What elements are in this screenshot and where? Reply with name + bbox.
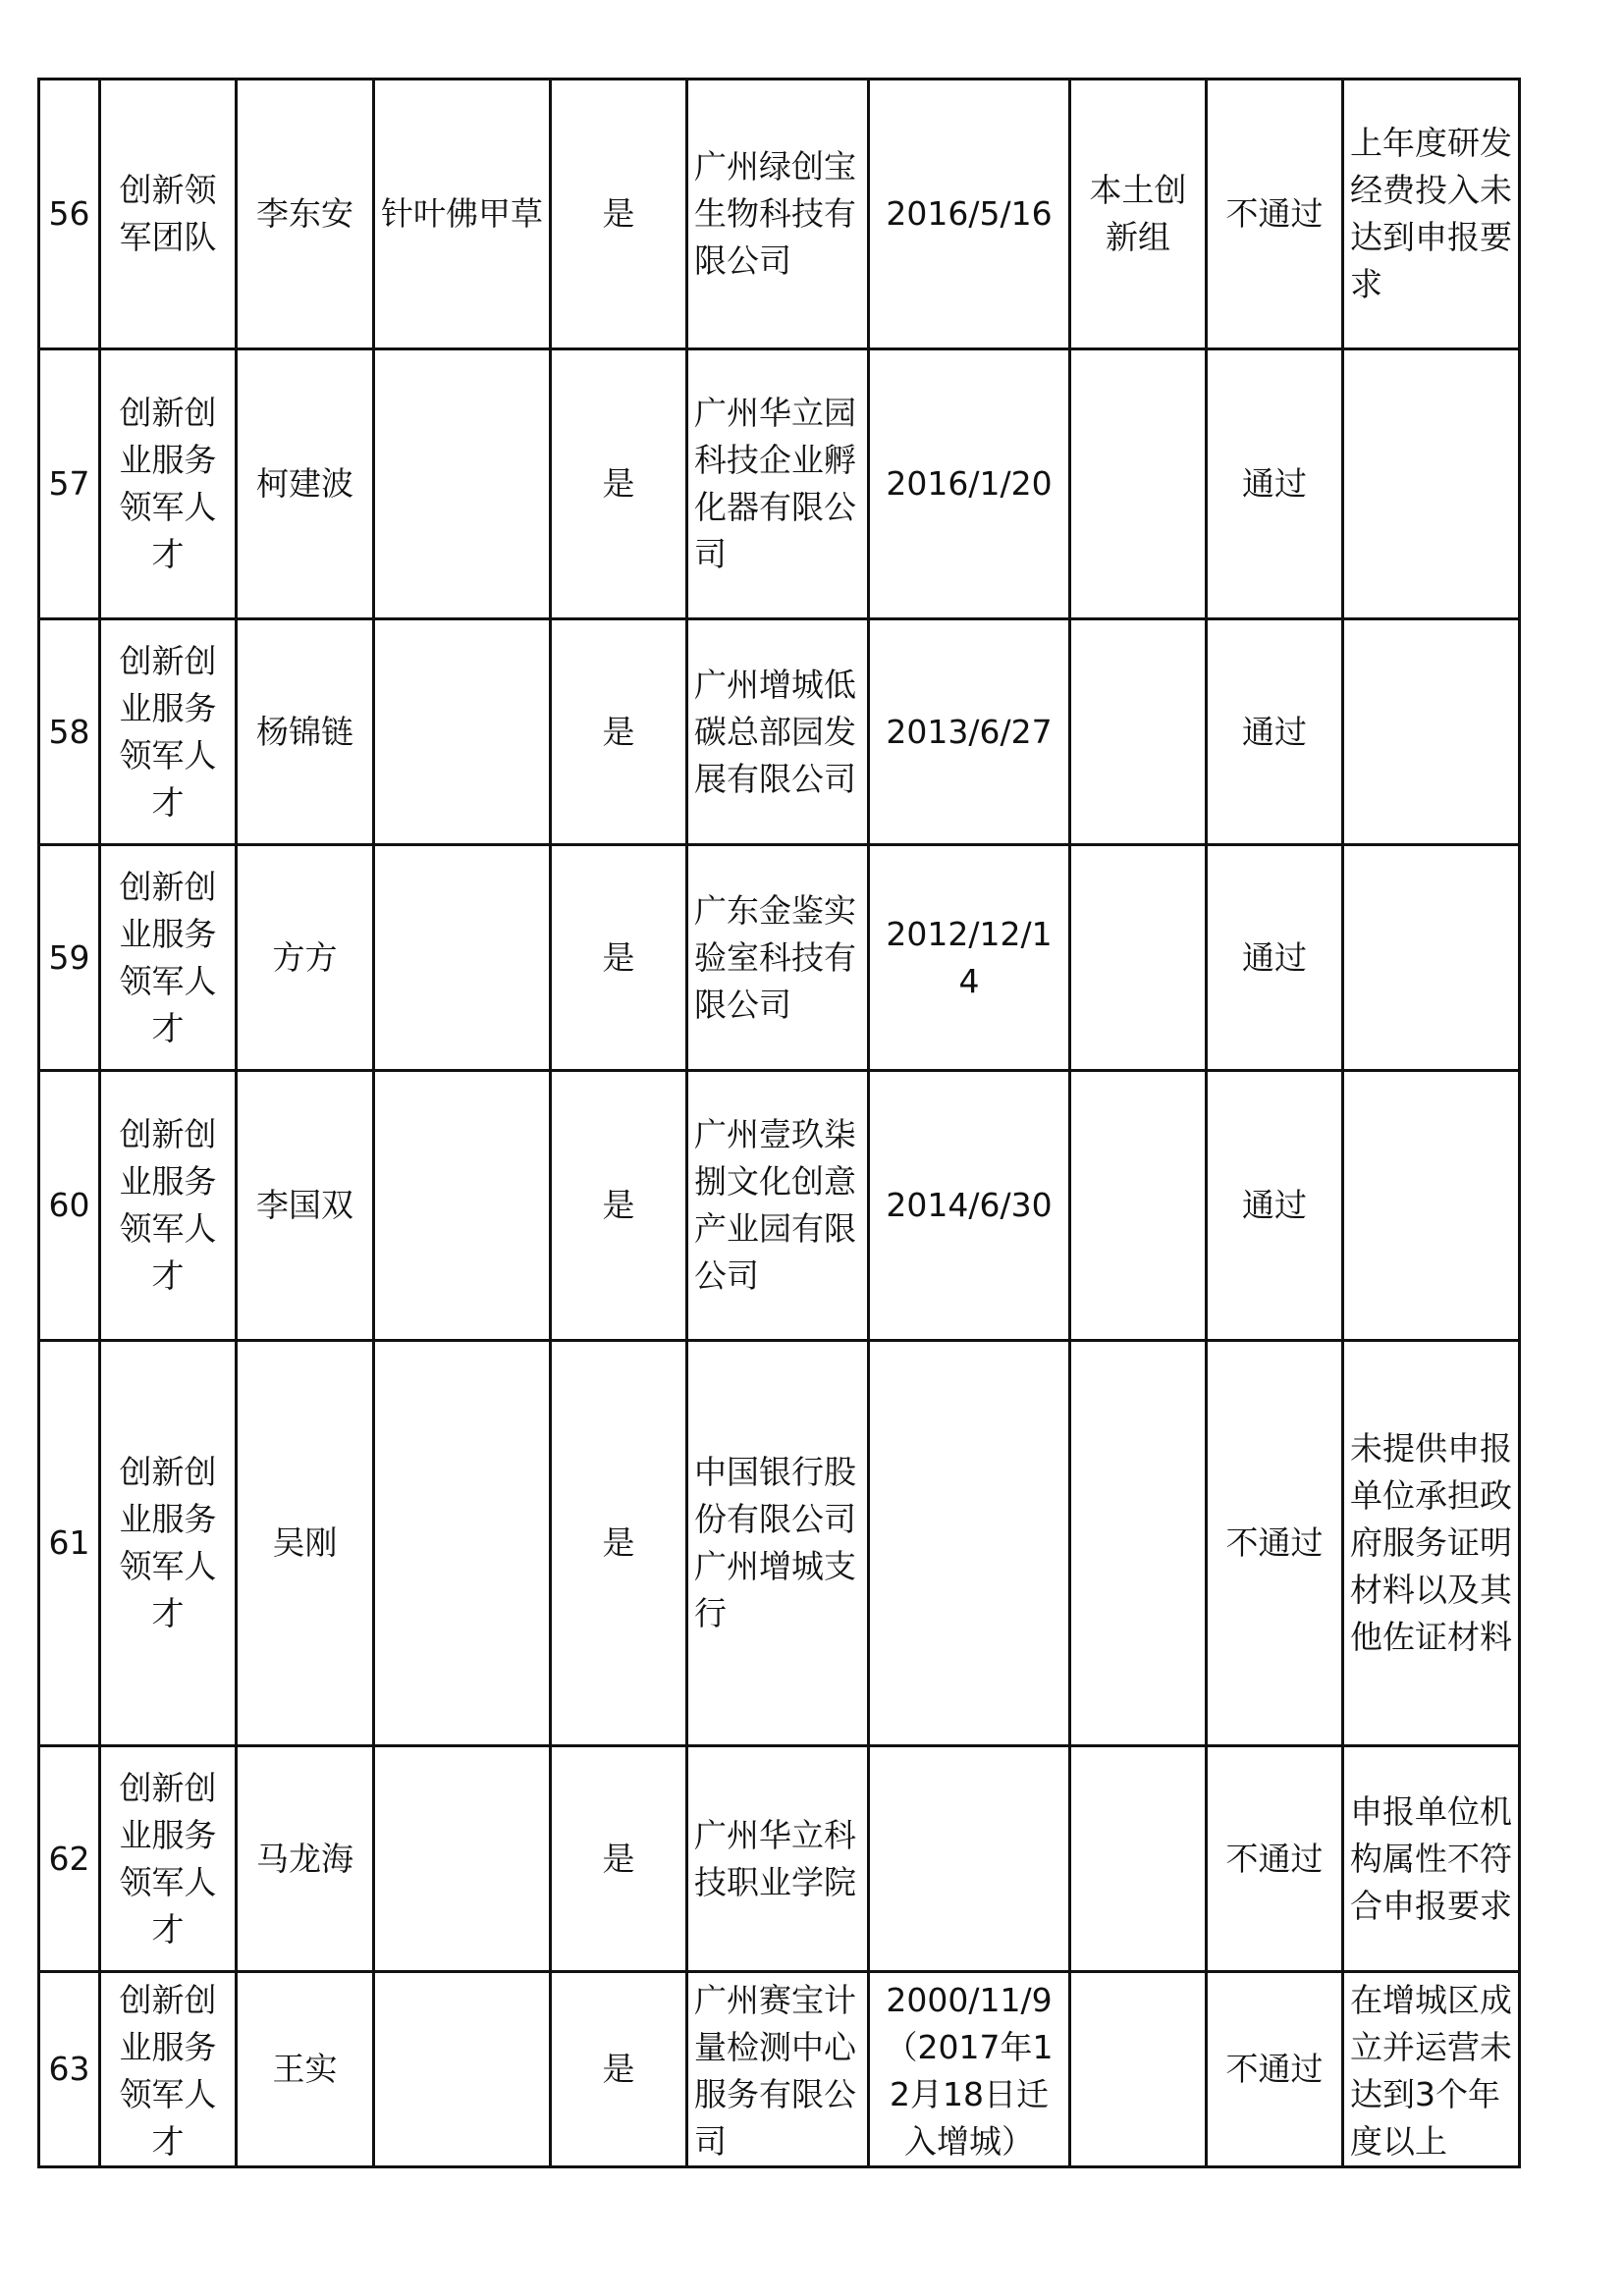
table-row [39, 1746, 1520, 1972]
result-cell: 不通过 [1207, 80, 1343, 349]
row-number-cell: 59 [39, 845, 100, 1071]
row-number-cell: 56 [39, 80, 100, 349]
date-cell: 2012/12/14 [869, 845, 1070, 1071]
category-cell: 创新创业服务领军人才 [100, 1972, 237, 2167]
result-cell: 通过 [1207, 845, 1343, 1071]
category-cell: 创新创业服务领军人才 [100, 1341, 237, 1746]
results-table [37, 78, 1521, 2168]
group-cell [1070, 1746, 1207, 1972]
name-cell: 杨锦链 [237, 619, 374, 845]
project-cell [374, 845, 551, 1071]
company-cell: 广州华立科技职业学院 [687, 1746, 869, 1972]
project-cell [374, 349, 551, 619]
table-row [39, 1071, 1520, 1341]
date-cell [869, 1746, 1070, 1972]
date-cell: 2016/5/16 [869, 80, 1070, 349]
name-cell: 李国双 [237, 1071, 374, 1341]
project-cell: 针叶佛甲草 [374, 80, 551, 349]
table-body [39, 80, 1520, 2167]
name-cell: 柯建波 [237, 349, 374, 619]
group-cell [1070, 845, 1207, 1071]
name-cell: 王实 [237, 1972, 374, 2167]
group-cell [1070, 1071, 1207, 1341]
category-cell: 创新创业服务领军人才 [100, 1071, 237, 1341]
result-cell: 通过 [1207, 619, 1343, 845]
company-cell: 广东金鉴实验室科技有限公司 [687, 845, 869, 1071]
project-cell [374, 1972, 551, 2167]
flag-cell: 是 [551, 845, 687, 1071]
company-cell: 广州赛宝计量检测中心服务有限公司 [687, 1972, 869, 2167]
group-cell [1070, 349, 1207, 619]
result-cell: 不通过 [1207, 1341, 1343, 1746]
table-row [39, 1341, 1520, 1746]
group-cell [1070, 1341, 1207, 1746]
date-cell: 2013/6/27 [869, 619, 1070, 845]
name-cell: 吴刚 [237, 1341, 374, 1746]
date-cell: 2016/1/20 [869, 349, 1070, 619]
reason-cell [1343, 619, 1520, 845]
reason-cell: 在增城区成立并运营未达到3个年度以上 [1343, 1972, 1520, 2167]
category-cell: 创新创业服务领军人才 [100, 349, 237, 619]
category-cell: 创新创业服务领军人才 [100, 845, 237, 1071]
date-cell: 2014/6/30 [869, 1071, 1070, 1341]
reason-cell [1343, 1071, 1520, 1341]
date-cell: 2000/11/9（2017年12月18日迁入增城） [869, 1972, 1070, 2167]
table-row [39, 845, 1520, 1071]
flag-cell: 是 [551, 80, 687, 349]
project-cell [374, 619, 551, 845]
reason-cell: 上年度研发经费投入未达到申报要求 [1343, 80, 1520, 349]
category-cell: 创新创业服务领军人才 [100, 619, 237, 845]
group-cell [1070, 1972, 1207, 2167]
reason-cell: 未提供申报单位承担政府服务证明材料以及其他佐证材料 [1343, 1341, 1520, 1746]
group-cell: 本土创新组 [1070, 80, 1207, 349]
flag-cell: 是 [551, 1972, 687, 2167]
flag-cell: 是 [551, 349, 687, 619]
company-cell: 广州绿创宝生物科技有限公司 [687, 80, 869, 349]
group-cell [1070, 619, 1207, 845]
date-cell [869, 1341, 1070, 1746]
result-cell: 不通过 [1207, 1972, 1343, 2167]
company-cell: 广州增城低碳总部园发展有限公司 [687, 619, 869, 845]
flag-cell: 是 [551, 1071, 687, 1341]
result-cell: 通过 [1207, 1071, 1343, 1341]
table-row [39, 349, 1520, 619]
reason-cell: 申报单位机构属性不符合申报要求 [1343, 1746, 1520, 1972]
company-cell: 中国银行股份有限公司广州增城支行 [687, 1341, 869, 1746]
table-row [39, 1972, 1520, 2167]
name-cell: 李东安 [237, 80, 374, 349]
reason-cell [1343, 349, 1520, 619]
flag-cell: 是 [551, 1746, 687, 1972]
result-cell: 通过 [1207, 349, 1343, 619]
name-cell: 方方 [237, 845, 374, 1071]
table-row [39, 619, 1520, 845]
reason-cell [1343, 845, 1520, 1071]
company-cell: 广州华立园科技企业孵化器有限公司 [687, 349, 869, 619]
table-row [39, 80, 1520, 349]
row-number-cell: 58 [39, 619, 100, 845]
category-cell: 创新创业服务领军人才 [100, 1746, 237, 1972]
project-cell [374, 1746, 551, 1972]
project-cell [374, 1341, 551, 1746]
row-number-cell: 63 [39, 1972, 100, 2167]
row-number-cell: 57 [39, 349, 100, 619]
flag-cell: 是 [551, 619, 687, 845]
company-cell: 广州壹玖柒捌文化创意产业园有限公司 [687, 1071, 869, 1341]
result-cell: 不通过 [1207, 1746, 1343, 1972]
row-number-cell: 60 [39, 1071, 100, 1341]
name-cell: 马龙海 [237, 1746, 374, 1972]
category-cell: 创新领军团队 [100, 80, 237, 349]
row-number-cell: 62 [39, 1746, 100, 1972]
row-number-cell: 61 [39, 1341, 100, 1746]
project-cell [374, 1071, 551, 1341]
flag-cell: 是 [551, 1341, 687, 1746]
